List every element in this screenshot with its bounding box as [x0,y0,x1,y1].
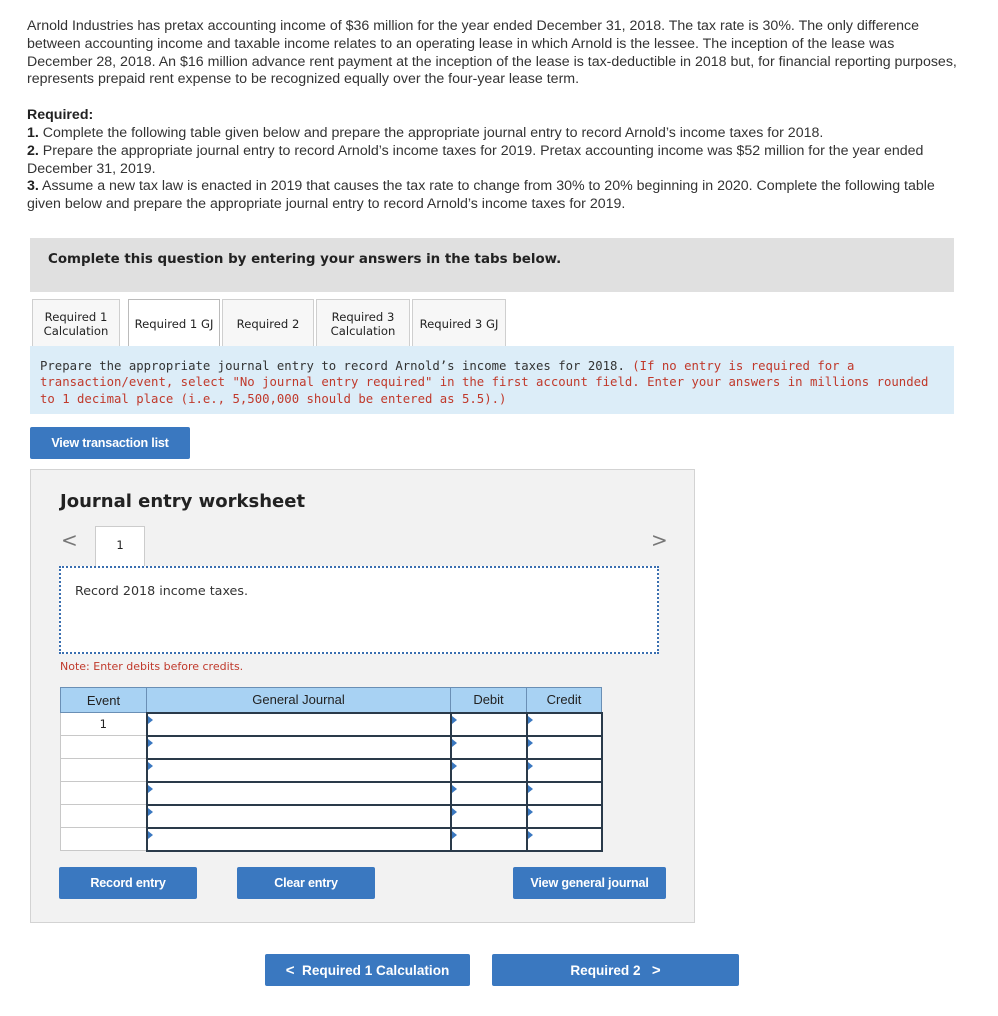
debit-input[interactable] [451,736,527,759]
debit-input[interactable] [451,782,527,805]
table-row [61,805,602,828]
account-select[interactable] [147,782,451,805]
tab-required-2[interactable]: Required 2 [222,299,314,347]
journal-table [60,687,603,852]
credit-input[interactable] [527,736,602,759]
required-item-3: 3. Assume a new tax law is enacted in 2019 that causes the tax rate to change from 30% to 20% beginning in 2020. Complete the following table given below and prepare the appropriate journal entry to record Arnold’s income taxes for 2019. [27,178,935,213]
event-cell [61,736,147,759]
clear-entry-button[interactable]: Clear entry [237,867,375,899]
dropdown-indicator-icon [148,785,153,793]
dropdown-indicator-icon [528,808,533,816]
tab-required-3-calculation[interactable]: Required 3 Calculation [316,299,410,347]
event-cell: 1 [61,713,147,736]
credit-input[interactable] [527,713,602,736]
dropdown-indicator-icon [528,762,533,770]
dropdown-indicator-icon [148,716,153,724]
required-item-2: 2. Prepare the appropriate journal entry to record Arnold’s income taxes for 2019. Pretax accounting income was $52 million for the year ended December 31, 2019. [27,142,924,177]
credit-column-header: Credit [527,688,602,713]
debit-input[interactable] [451,805,527,828]
journal-entry-worksheet [30,469,695,923]
dropdown-indicator-icon [528,831,533,839]
worksheet-title: Journal entry worksheet [60,491,306,512]
dropdown-indicator-icon [148,808,153,816]
table-row [61,828,602,851]
event-cell [61,759,147,782]
credit-input[interactable] [527,759,602,782]
dropdown-indicator-icon [148,831,153,839]
record-entry-button[interactable]: Record entry [59,867,197,899]
table-row [61,736,602,759]
problem-statement [27,18,962,214]
account-select[interactable] [147,713,451,736]
debit-input[interactable] [451,713,527,736]
event-cell [61,782,147,805]
dropdown-indicator-icon [452,716,457,724]
view-general-journal-button[interactable]: View general journal [513,867,666,899]
debit-column-header: Debit [451,688,527,713]
event-cell [61,805,147,828]
dropdown-indicator-icon [528,716,533,724]
account-select[interactable] [147,805,451,828]
dropdown-indicator-icon [452,831,457,839]
view-transaction-list-button[interactable]: View transaction list [30,427,190,459]
account-select[interactable] [147,828,451,851]
entry-page-tab[interactable]: 1 [95,526,145,568]
credit-input[interactable] [527,782,602,805]
dropdown-indicator-icon [528,785,533,793]
chevron-right-icon: > [651,961,661,979]
credit-input[interactable] [527,828,602,851]
instructions-banner: Complete this question by entering your answers in the tabs below. [30,238,954,292]
entry-description: Record 2018 income taxes. [59,566,659,654]
dropdown-indicator-icon [528,739,533,747]
tab-required-1-gj[interactable]: Required 1 GJ [128,299,220,347]
chevron-left-icon: < [285,961,295,979]
account-select[interactable] [147,736,451,759]
dropdown-indicator-icon [148,762,153,770]
required-item-1: 1. Complete the following table given below and prepare the appropriate journal entry to record Arnold’s income taxes for 2018. [27,124,824,141]
debit-input[interactable] [451,759,527,782]
dropdown-indicator-icon [148,739,153,747]
dropdown-indicator-icon [452,785,457,793]
previous-tab-button[interactable]: < Required 1 Calculation [265,954,470,986]
credit-input[interactable] [527,805,602,828]
table-row [61,759,602,782]
instruction-box [30,346,954,414]
instruction-main: Prepare the appropriate journal entry to record Arnold’s income taxes for 2018. [40,359,625,373]
account-select[interactable] [147,759,451,782]
general-journal-column-header: General Journal [147,688,451,713]
tab-required-1-calculation[interactable]: Required 1 Calculation [32,299,120,347]
debits-credits-note: Note: Enter debits before credits. [60,660,244,673]
dropdown-indicator-icon [452,739,457,747]
dropdown-indicator-icon [452,808,457,816]
table-row [61,782,602,805]
required-heading: Required: [27,107,94,124]
problem-paragraph: Arnold Industries has pretax accounting income of $36 million for the year ended December 31, 2018. The tax rate is 30%. The only difference between accounting income and taxable income relates to an operating lease in which Arnold is the lessee. The inception of the lease was December 28, 2018. An $16 million advance rent payment at the inception of the lease is tax-deductible in 2018 but, for financial reporting purposes, represents prepaid rent expense to be recognized equally over the four-year lease term. [27,18,957,88]
tab-required-3-gj[interactable]: Required 3 GJ [412,299,506,347]
event-column-header: Event [61,688,147,713]
next-tab-button[interactable]: Required 2 > [492,954,739,986]
debit-input[interactable] [451,828,527,851]
chevron-right-icon[interactable]: > [651,528,668,552]
event-cell [61,828,147,851]
instruction-hint: (If no entry is required for a transaction/event, select "No journal entry required" in the first account field. Enter your answers in millions rounded to 1 decimal place (i.e., 5,500,000 should be entered as 5.5).) [40,359,929,406]
dropdown-indicator-icon [452,762,457,770]
chevron-left-icon[interactable]: < [61,528,78,552]
table-row [61,713,602,736]
